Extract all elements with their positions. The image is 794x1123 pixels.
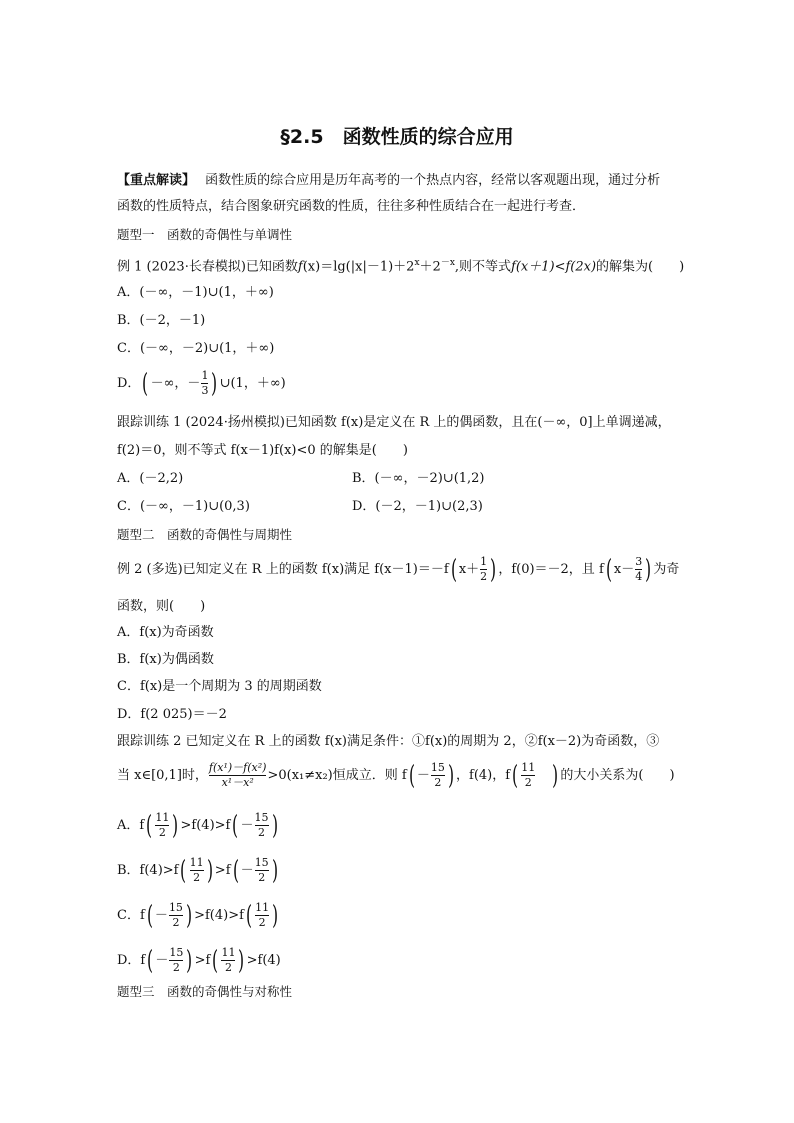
ex2-c: ，f(0)＝－2，且 f — [498, 562, 604, 577]
ex2-line-2: 函数，则( ) — [117, 599, 206, 614]
tr1-option-b: B．(－∞，－2)∪(1,2) — [352, 471, 485, 486]
minus-sign: － — [240, 863, 254, 878]
right-paren: ) — [211, 368, 218, 399]
frac-num: 11 — [155, 811, 170, 824]
ex1-fx: f — [297, 259, 303, 275]
right-paren: ) — [271, 855, 278, 886]
ex1-d-a: －∞，－ — [150, 376, 201, 391]
right-paren: ) — [172, 810, 179, 841]
frac-den: 2 — [434, 776, 442, 789]
ex1-stem-d: ,则不等式 — [454, 259, 512, 275]
left-paren: ( — [232, 855, 239, 886]
fraction — [169, 947, 183, 974]
left-paren: ( — [245, 900, 253, 931]
frac-den: 4 — [635, 570, 643, 583]
fraction — [431, 762, 445, 789]
ex1-option-b: B．(－2，－1) — [117, 313, 206, 328]
tr2-option-d — [117, 947, 281, 974]
ex2-f: 为奇 — [653, 562, 680, 577]
frac-num: 15 — [254, 811, 269, 824]
intro-line-1 — [117, 172, 660, 190]
frac-num: 1 — [201, 369, 209, 382]
opt-end: >f(4) — [246, 953, 281, 968]
tr1-option-a: A．(－2,2) — [117, 471, 184, 486]
ex1-d-pre: D． — [117, 376, 141, 391]
ex1-option-c: C．(－∞，－2)∪(1，＋∞) — [117, 341, 275, 356]
frac-num: 15 — [168, 901, 183, 914]
tr2-l2d: ，f(4)，f — [456, 768, 511, 783]
right-paren: ) — [447, 760, 454, 791]
frac-den: 2 — [258, 916, 266, 929]
frac-num: 15 — [254, 856, 269, 869]
tr1-options-row-1 — [117, 470, 682, 488]
ex1-option-d — [117, 370, 286, 397]
tr2-l2b: >0(x₁≠x₂)恒成立．则 f — [267, 768, 407, 783]
left-paren: ( — [450, 554, 457, 585]
example-1-stem — [117, 254, 684, 276]
right-paren: ) — [206, 855, 213, 886]
ex1-sup-2: －x — [440, 258, 455, 268]
minus-sign: － — [154, 908, 168, 923]
frac-num: 11 — [189, 856, 204, 869]
fraction — [521, 762, 535, 789]
intro-tag: 【重点解读】 — [117, 173, 196, 188]
section-heading-2: 题型二 函数的奇偶性与周期性 — [117, 527, 293, 542]
training-2-line-2 — [117, 762, 675, 789]
opt-middle: >f(4)>f — [180, 818, 231, 833]
tr2-l2a: 当 x∈[0,1]时， — [117, 768, 208, 783]
left-paren: ( — [232, 810, 239, 841]
ex2-option-d: D．f(2 025)＝－2 — [117, 707, 227, 722]
frac-num: 3 — [635, 555, 643, 568]
frac-den: 2 — [480, 570, 488, 583]
ex1-sup-1: x — [414, 258, 420, 268]
ex2-option-b: B．f(x)为偶函数 — [117, 652, 214, 667]
tr2-option-c — [117, 902, 280, 929]
ex2-b: x＋ — [458, 562, 480, 577]
frac-num: f(x¹)－f(x²) — [208, 761, 267, 774]
training-2-line-1: 跟踪训练 2 已知定义在 R 上的函数 f(x)满足条件：①f(x)的周期为 2，②f(x－2)为奇函数，③ — [117, 734, 660, 749]
minus-sign: － — [240, 818, 254, 833]
ex2-option-c: C．f(x)是一个周期为 3 的周期函数 — [117, 679, 322, 694]
minus-sign: － — [155, 953, 169, 968]
ex2-a: 例 2 (多选)已知定义在 R 上的函数 f(x)满足 f(x－1)＝－f — [117, 562, 449, 577]
opt-middle: >f — [194, 953, 211, 968]
left-paren: ( — [146, 810, 153, 841]
left-paren: ( — [512, 760, 519, 791]
opt-middle: >f(4)>f — [194, 908, 244, 923]
section-heading-1: 题型一 函数的奇偶性与单调性 — [117, 227, 293, 242]
opt-middle: >f — [214, 863, 231, 878]
frac-den: 2 — [172, 961, 180, 974]
frac-num: 1 — [480, 555, 488, 568]
frac-den: 2 — [193, 871, 201, 884]
page-title: §2.5 函数性质的综合应用 — [280, 126, 514, 148]
ex1-d-b: ∪(1，＋∞) — [219, 376, 286, 391]
opt-prefix: B．f(4)>f — [117, 863, 179, 878]
fraction — [209, 762, 267, 789]
frac-num: 11 — [221, 946, 236, 959]
ex1-stem-e: f(x＋1)<f(2x) — [511, 259, 597, 275]
fraction — [201, 370, 208, 397]
frac-den: 3 — [201, 384, 209, 397]
right-paren: ) — [186, 945, 193, 976]
fraction — [221, 947, 235, 974]
opt-prefix: C．f — [117, 908, 145, 923]
training-1-line-1: 跟踪训练 1 (2024·扬州模拟)已知函数 f(x)是定义在 R 上的偶函数，且在(－∞，0]上单调递减， — [117, 415, 671, 430]
left-paren: ( — [408, 760, 415, 791]
left-paren: ( — [605, 554, 612, 585]
right-paren: ) — [185, 900, 193, 931]
ex1-stem-f: 的解集为( ) — [596, 259, 685, 275]
ex2-e: x－ — [613, 562, 635, 577]
fraction — [480, 556, 487, 583]
fraction — [255, 902, 269, 929]
fraction — [255, 857, 269, 884]
frac-num: 11 — [255, 901, 270, 914]
tr2-l2e: 的大小关系为( ) — [560, 768, 675, 783]
opt-prefix: A．f — [117, 818, 145, 833]
frac-den: x¹－x² — [221, 776, 254, 789]
fraction — [635, 556, 642, 583]
ex1-option-a: A．(－∞，－1)∪(1，＋∞) — [117, 285, 274, 300]
intro-line-2: 函数的性质特点，结合图象研究函数的性质，往往多种性质结合在一起进行考查． — [117, 199, 586, 214]
left-paren: ( — [142, 368, 149, 399]
example-2-stem — [117, 556, 679, 583]
frac-den: 2 — [172, 916, 180, 929]
training-1-line-2: f(2)＝0，则不等式 f(x－1)f(x)<0 的解集是( ) — [117, 443, 408, 458]
tr1-options-row-2 — [117, 498, 682, 516]
frac-num: 15 — [430, 761, 445, 774]
right-paren: ) — [271, 810, 278, 841]
left-paren: ( — [146, 900, 153, 931]
opt-prefix: D．f — [117, 953, 146, 968]
right-paren: ) — [645, 554, 652, 585]
right-paren: ) — [490, 554, 497, 585]
frac-den: 2 — [224, 961, 232, 974]
fraction — [190, 857, 204, 884]
fraction — [255, 812, 269, 839]
tr1-option-c: C．(－∞，－1)∪(0,3) — [117, 499, 250, 514]
left-paren: ( — [180, 855, 187, 886]
left-paren: ( — [212, 945, 219, 976]
frac-den: 2 — [158, 826, 166, 839]
ex1-stem-a: 例 1 (2023·长春模拟)已知函数 — [117, 259, 298, 275]
ex1-stem-c: ＋2 — [419, 259, 441, 275]
left-paren: ( — [147, 945, 154, 976]
frac-den: 2 — [258, 826, 266, 839]
right-paren: ) — [238, 945, 245, 976]
right-paren: ) — [552, 760, 559, 791]
tr2-option-b — [117, 857, 280, 884]
right-paren: ) — [272, 900, 279, 931]
frac-num: 15 — [169, 946, 184, 959]
frac-den: 2 — [258, 871, 266, 884]
ex1-stem-b: (x)＝lg(|x|－1)＋2 — [302, 259, 415, 275]
frac-den: 2 — [524, 776, 532, 789]
intro-text-1: 函数性质的综合应用是历年高考的一个热点内容，经常以客观题出现，通过分析 — [205, 173, 661, 188]
fraction — [169, 902, 183, 929]
tr1-option-d: D．(－2，－1)∪(2,3) — [352, 499, 483, 514]
tr2-l2c: － — [416, 768, 430, 783]
tr2-option-a — [117, 812, 280, 839]
fraction — [155, 812, 169, 839]
section-heading-3: 题型三 函数的奇偶性与对称性 — [117, 984, 293, 999]
ex2-option-a: A．f(x)为奇函数 — [117, 625, 214, 640]
frac-num: 11 — [521, 761, 536, 774]
